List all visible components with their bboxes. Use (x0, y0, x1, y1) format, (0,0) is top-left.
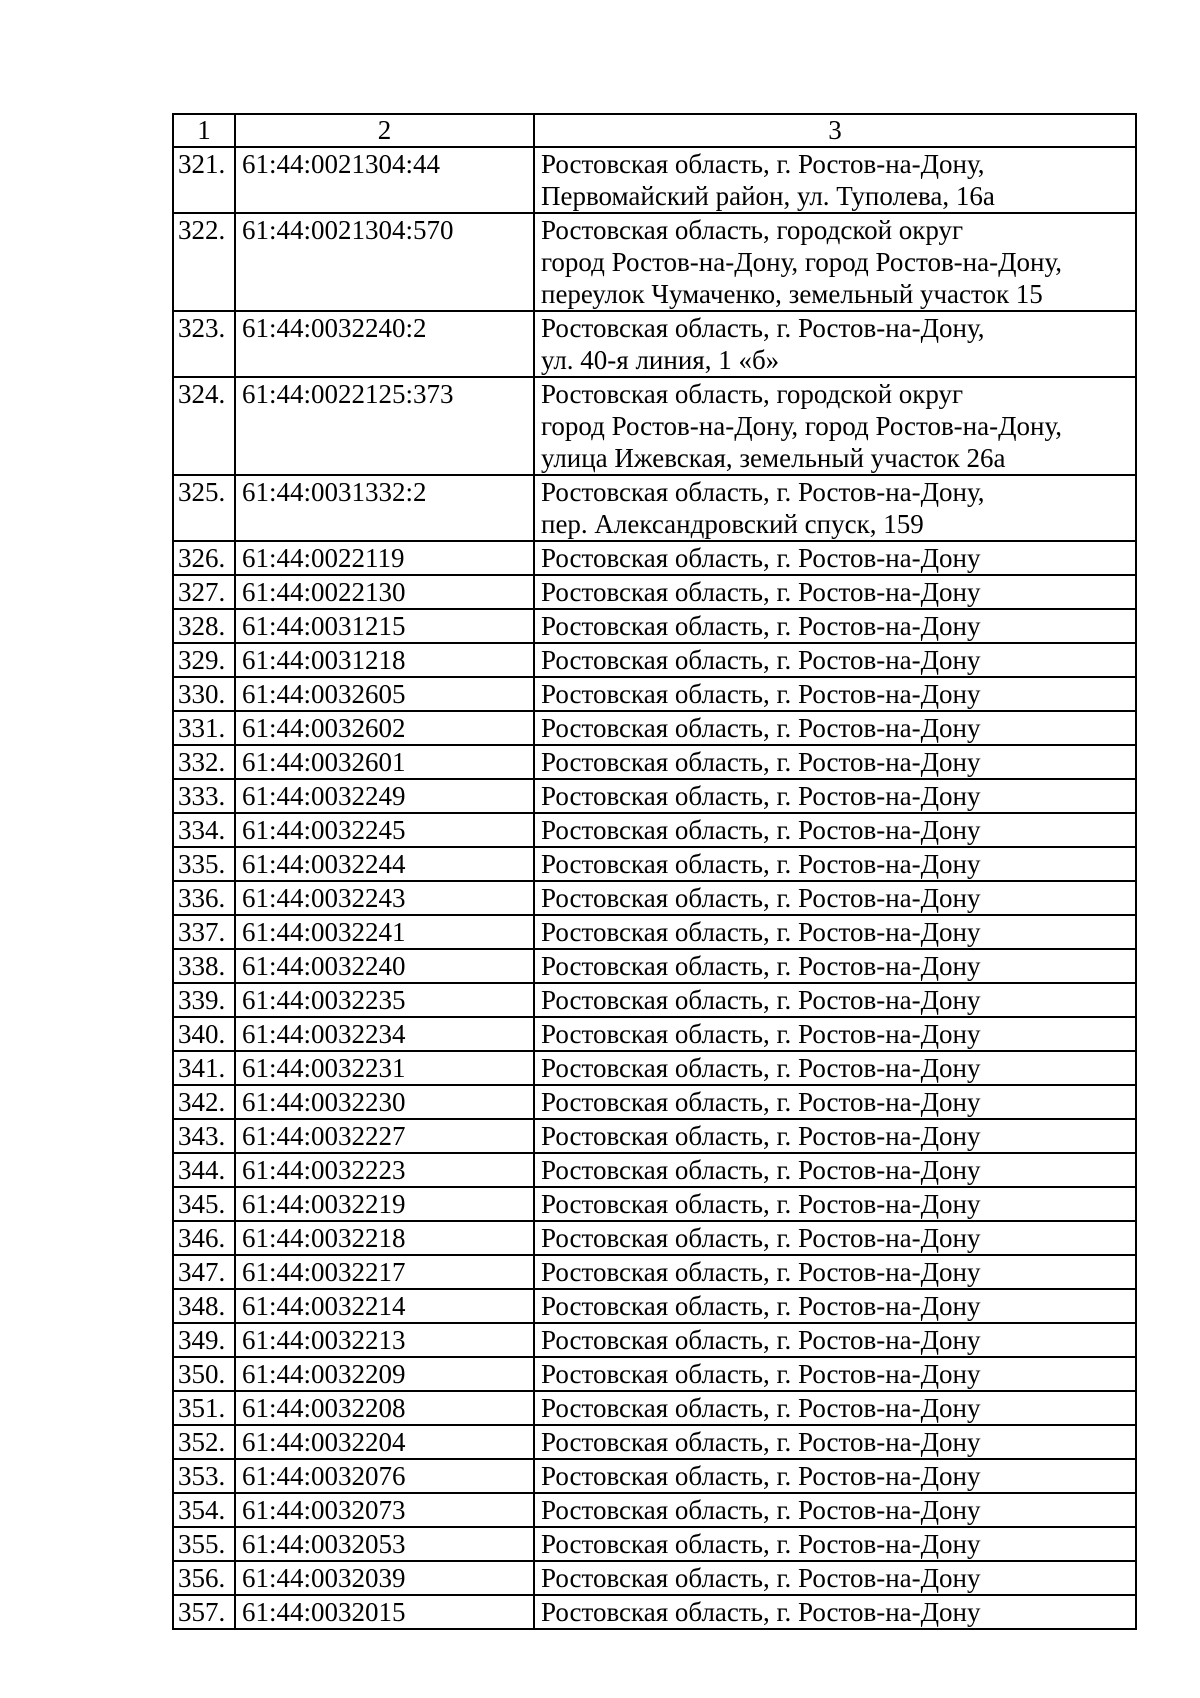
cadastral-code-cell: 61:44:0032015 (235, 1595, 534, 1629)
table-row (173, 983, 1136, 1017)
row-number-cell: 355. (173, 1527, 235, 1561)
address-line: Ростовская область, г. Ростов-на-Дону (541, 1087, 981, 1117)
row-number-cell: 352. (173, 1425, 235, 1459)
cadastral-code-cell: 61:44:0032240:2 (235, 311, 534, 377)
row-number-cell: 342. (173, 1085, 235, 1119)
table-row (173, 311, 1136, 377)
table-row (173, 1085, 1136, 1119)
cadastral-code-cell: 61:44:0032214 (235, 1289, 534, 1323)
row-number-cell: 332. (173, 745, 235, 779)
row-number-cell: 327. (173, 575, 235, 609)
cadastral-code-cell: 61:44:0032240 (235, 949, 534, 983)
address-line: Ростовская область, г. Ростов-на-Дону, (541, 313, 985, 343)
address-cell (534, 1119, 1136, 1153)
address-line: Ростовская область, г. Ростов-на-Дону (541, 1053, 981, 1083)
row-number-cell: 344. (173, 1153, 235, 1187)
address-cell (534, 949, 1136, 983)
row-number-cell: 351. (173, 1391, 235, 1425)
address-line: Ростовская область, г. Ростов-на-Дону (541, 1393, 981, 1423)
address-line: Ростовская область, г. Ростов-на-Дону, (541, 477, 985, 507)
table-row (173, 1051, 1136, 1085)
address-cell (534, 745, 1136, 779)
header-cell-number: 1 (173, 114, 235, 147)
address-line: улица Ижевская, земельный участок 26а (541, 443, 1006, 473)
row-number-cell: 350. (173, 1357, 235, 1391)
address-line: Ростовская область, г. Ростов-на-Дону (541, 951, 981, 981)
address-cell (534, 1357, 1136, 1391)
row-number-cell: 354. (173, 1493, 235, 1527)
cadastral-code-cell: 61:44:0031332:2 (235, 475, 534, 541)
address-line: Ростовская область, г. Ростов-на-Дону (541, 849, 981, 879)
cadastral-code-cell: 61:44:0022125:373 (235, 377, 534, 475)
address-cell (534, 1527, 1136, 1561)
table-row (173, 1595, 1136, 1629)
address-cell (534, 147, 1136, 213)
row-number-cell: 331. (173, 711, 235, 745)
row-number-cell: 341. (173, 1051, 235, 1085)
table-row (173, 949, 1136, 983)
cadastral-code-cell: 61:44:0032204 (235, 1425, 534, 1459)
row-number-cell: 353. (173, 1459, 235, 1493)
address-line: Первомайский район, ул. Туполева, 16а (541, 181, 995, 211)
row-number-cell: 326. (173, 541, 235, 575)
table-row (173, 377, 1136, 475)
address-cell (534, 1255, 1136, 1289)
cadastral-code-cell: 61:44:0031215 (235, 609, 534, 643)
table-row (173, 1357, 1136, 1391)
row-number-cell: 337. (173, 915, 235, 949)
address-cell (534, 609, 1136, 643)
address-cell (534, 311, 1136, 377)
address-line: Ростовская область, г. Ростов-на-Дону (541, 679, 981, 709)
table-row (173, 147, 1136, 213)
address-cell (534, 1187, 1136, 1221)
row-number-cell: 325. (173, 475, 235, 541)
cadastral-code-cell: 61:44:0022119 (235, 541, 534, 575)
table-row (173, 711, 1136, 745)
table-row (173, 213, 1136, 311)
row-number-cell: 357. (173, 1595, 235, 1629)
table-row (173, 609, 1136, 643)
cadastral-code-cell: 61:44:0032217 (235, 1255, 534, 1289)
address-line: пер. Александровский спуск, 159 (541, 509, 924, 539)
cadastral-code-cell: 61:44:0032076 (235, 1459, 534, 1493)
address-line: Ростовская область, городской округ (541, 215, 964, 245)
address-cell (534, 475, 1136, 541)
address-line: Ростовская область, г. Ростов-на-Дону (541, 1121, 981, 1151)
address-cell (534, 881, 1136, 915)
land-plots-table (172, 113, 1137, 1630)
row-number-cell: 338. (173, 949, 235, 983)
cadastral-code-cell: 61:44:0032234 (235, 1017, 534, 1051)
header-cell-address: 3 (534, 114, 1136, 147)
address-cell (534, 779, 1136, 813)
row-number-cell: 333. (173, 779, 235, 813)
address-cell (534, 1289, 1136, 1323)
address-line: город Ростов-на-Дону, город Ростов-на-Дону, (541, 247, 1063, 277)
address-line: переулок Чумаченко, земельный участок 15 (541, 279, 1043, 309)
row-number-cell: 334. (173, 813, 235, 847)
table-row (173, 1459, 1136, 1493)
address-line: Ростовская область, г. Ростов-на-Дону (541, 1291, 981, 1321)
address-line: Ростовская область, г. Ростов-на-Дону (541, 1359, 981, 1389)
table-row (173, 1391, 1136, 1425)
address-line: Ростовская область, г. Ростов-на-Дону (541, 543, 981, 573)
cadastral-code-cell: 61:44:0031218 (235, 643, 534, 677)
address-line: Ростовская область, г. Ростов-на-Дону (541, 1325, 981, 1355)
address-line: Ростовская область, г. Ростов-на-Дону (541, 1223, 981, 1253)
address-cell (534, 1459, 1136, 1493)
table-row (173, 1187, 1136, 1221)
address-cell (534, 983, 1136, 1017)
address-cell (534, 813, 1136, 847)
row-number-cell: 321. (173, 147, 235, 213)
cadastral-code-cell: 61:44:0032602 (235, 711, 534, 745)
row-number-cell: 349. (173, 1323, 235, 1357)
address-cell (534, 1221, 1136, 1255)
table-row (173, 1017, 1136, 1051)
table-row (173, 1425, 1136, 1459)
cadastral-code-cell: 61:44:0032243 (235, 881, 534, 915)
row-number-cell: 348. (173, 1289, 235, 1323)
address-line: Ростовская область, г. Ростов-на-Дону (541, 611, 981, 641)
address-cell (534, 575, 1136, 609)
address-line: Ростовская область, г. Ростов-на-Дону (541, 985, 981, 1015)
table-header (173, 114, 1136, 147)
table-row (173, 677, 1136, 711)
table-row (173, 541, 1136, 575)
row-number-cell: 324. (173, 377, 235, 475)
address-line: Ростовская область, г. Ростов-на-Дону (541, 645, 981, 675)
row-number-cell: 343. (173, 1119, 235, 1153)
cadastral-code-cell: 61:44:0032213 (235, 1323, 534, 1357)
address-cell (534, 677, 1136, 711)
table-row (173, 847, 1136, 881)
address-cell (534, 1425, 1136, 1459)
address-line: Ростовская область, городской округ (541, 379, 964, 409)
table-row (173, 475, 1136, 541)
cadastral-code-cell: 61:44:0032223 (235, 1153, 534, 1187)
table-row (173, 881, 1136, 915)
cadastral-code-cell: 61:44:0032244 (235, 847, 534, 881)
row-number-cell: 328. (173, 609, 235, 643)
table-header-row (173, 114, 1136, 147)
table-row (173, 1323, 1136, 1357)
address-cell (534, 1561, 1136, 1595)
row-number-cell: 340. (173, 1017, 235, 1051)
row-number-cell: 322. (173, 213, 235, 311)
address-line: Ростовская область, г. Ростов-на-Дону (541, 1189, 981, 1219)
address-cell (534, 1017, 1136, 1051)
row-number-cell: 356. (173, 1561, 235, 1595)
address-line: Ростовская область, г. Ростов-на-Дону (541, 1597, 981, 1627)
address-line: Ростовская область, г. Ростов-на-Дону (541, 1495, 981, 1525)
table-row (173, 1289, 1136, 1323)
table-row (173, 1493, 1136, 1527)
row-number-cell: 346. (173, 1221, 235, 1255)
cadastral-code-cell: 61:44:0032053 (235, 1527, 534, 1561)
address-cell (534, 541, 1136, 575)
address-line: ул. 40-я линия, 1 «б» (541, 345, 780, 375)
address-line: Ростовская область, г. Ростов-на-Дону (541, 1461, 981, 1491)
cadastral-code-cell: 61:44:0021304:570 (235, 213, 534, 311)
table-row (173, 1255, 1136, 1289)
table-row (173, 813, 1136, 847)
cadastral-code-cell: 61:44:0032605 (235, 677, 534, 711)
cadastral-code-cell: 61:44:0032039 (235, 1561, 534, 1595)
table-body (173, 147, 1136, 1629)
row-number-cell: 347. (173, 1255, 235, 1289)
cadastral-code-cell: 61:44:0032241 (235, 915, 534, 949)
address-cell (534, 847, 1136, 881)
address-cell (534, 1595, 1136, 1629)
table-row (173, 915, 1136, 949)
header-cell-code: 2 (235, 114, 534, 147)
row-number-cell: 335. (173, 847, 235, 881)
address-line: Ростовская область, г. Ростов-на-Дону, (541, 149, 985, 179)
table-row (173, 1119, 1136, 1153)
address-cell (534, 1391, 1136, 1425)
table-row (173, 643, 1136, 677)
cadastral-code-cell: 61:44:0032219 (235, 1187, 534, 1221)
cadastral-code-cell: 61:44:0032231 (235, 1051, 534, 1085)
cadastral-code-cell: 61:44:0032249 (235, 779, 534, 813)
cadastral-code-cell: 61:44:0032073 (235, 1493, 534, 1527)
address-line: Ростовская область, г. Ростов-на-Дону (541, 713, 981, 743)
address-cell (534, 1085, 1136, 1119)
cadastral-code-cell: 61:44:0032208 (235, 1391, 534, 1425)
cadastral-code-cell: 61:44:0032209 (235, 1357, 534, 1391)
table-row (173, 1221, 1136, 1255)
table-row (173, 1527, 1136, 1561)
address-cell (534, 1153, 1136, 1187)
address-line: Ростовская область, г. Ростов-на-Дону (541, 815, 981, 845)
cadastral-code-cell: 61:44:0032230 (235, 1085, 534, 1119)
address-line: Ростовская область, г. Ростов-на-Дону (541, 1563, 981, 1593)
table-row (173, 779, 1136, 813)
table-row (173, 745, 1136, 779)
table-row (173, 1561, 1136, 1595)
address-line: Ростовская область, г. Ростов-на-Дону (541, 1019, 981, 1049)
address-cell (534, 915, 1136, 949)
cadastral-code-cell: 61:44:0022130 (235, 575, 534, 609)
address-line: Ростовская область, г. Ростов-на-Дону (541, 917, 981, 947)
address-line: город Ростов-на-Дону, город Ростов-на-Дону, (541, 411, 1063, 441)
address-line: Ростовская область, г. Ростов-на-Дону (541, 1257, 981, 1287)
row-number-cell: 329. (173, 643, 235, 677)
address-line: Ростовская область, г. Ростов-на-Дону (541, 1427, 981, 1457)
row-number-cell: 336. (173, 881, 235, 915)
row-number-cell: 339. (173, 983, 235, 1017)
cadastral-code-cell: 61:44:0021304:44 (235, 147, 534, 213)
cadastral-code-cell: 61:44:0032218 (235, 1221, 534, 1255)
address-line: Ростовская область, г. Ростов-на-Дону (541, 577, 981, 607)
address-cell (534, 1051, 1136, 1085)
address-cell (534, 643, 1136, 677)
address-line: Ростовская область, г. Ростов-на-Дону (541, 1529, 981, 1559)
row-number-cell: 345. (173, 1187, 235, 1221)
address-line: Ростовская область, г. Ростов-на-Дону (541, 883, 981, 913)
address-cell (534, 377, 1136, 475)
cadastral-code-cell: 61:44:0032245 (235, 813, 534, 847)
table-row (173, 575, 1136, 609)
address-line: Ростовская область, г. Ростов-на-Дону (541, 747, 981, 777)
cadastral-code-cell: 61:44:0032235 (235, 983, 534, 1017)
cadastral-code-cell: 61:44:0032227 (235, 1119, 534, 1153)
row-number-cell: 323. (173, 311, 235, 377)
cadastral-code-cell: 61:44:0032601 (235, 745, 534, 779)
address-line: Ростовская область, г. Ростов-на-Дону (541, 781, 981, 811)
address-cell (534, 1323, 1136, 1357)
address-line: Ростовская область, г. Ростов-на-Дону (541, 1155, 981, 1185)
row-number-cell: 330. (173, 677, 235, 711)
address-cell (534, 213, 1136, 311)
address-cell (534, 711, 1136, 745)
address-cell (534, 1493, 1136, 1527)
table-row (173, 1153, 1136, 1187)
